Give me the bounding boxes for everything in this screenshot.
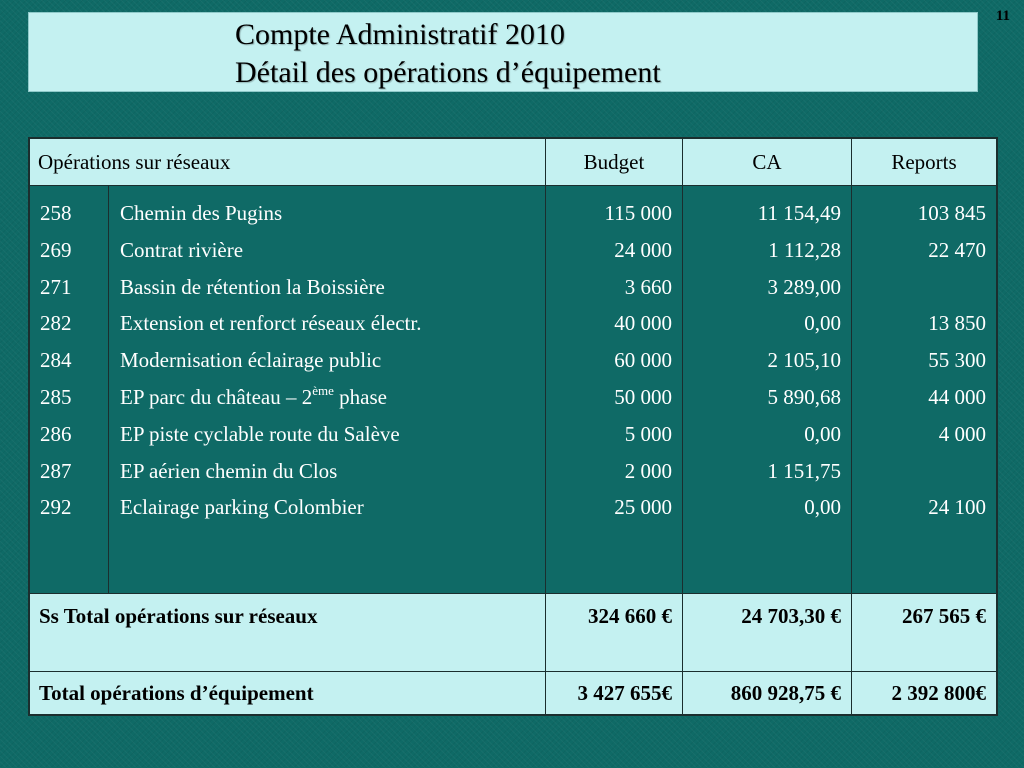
operation-number: 258 (40, 201, 72, 225)
ca-value: 2 105,10 (767, 348, 841, 373)
operation-number: 284 (40, 348, 72, 373)
header-ca: CA (752, 150, 782, 174)
ca-value: 11 154,49 (757, 201, 841, 225)
operation-label: Modernisation éclairage public (120, 348, 382, 373)
budget-value: 25 000 (614, 495, 672, 520)
operations-table (28, 137, 998, 716)
ca-value: 0,00 (804, 311, 841, 336)
subtotal-budget: 324 660 € (588, 604, 672, 628)
budget-value: 115 000 (604, 201, 672, 225)
subtotal-reports: 267 565 € (902, 604, 986, 628)
column-ca (683, 195, 841, 526)
column-reports (852, 195, 986, 526)
reports-value: 55 300 (928, 348, 986, 373)
ca-value: 5 890,68 (767, 384, 841, 409)
budget-value: 24 000 (614, 237, 672, 262)
operation-number: 269 (40, 237, 72, 262)
reports-value: 44 000 (928, 384, 986, 409)
subtotal-ca: 24 703,30 € (741, 604, 841, 628)
operation-number: 282 (40, 311, 72, 336)
title-line-2: Détail des opérations d’équipement (235, 56, 661, 89)
budget-value: 40 000 (614, 311, 672, 336)
reports-value: 22 470 (928, 237, 986, 262)
budget-value: 3 660 (624, 274, 672, 299)
grid-line (545, 139, 546, 714)
operation-number: 286 (40, 421, 72, 446)
operation-label: EP piste cyclable route du Salève (120, 421, 400, 446)
subtotal-label: Ss Total opérations sur réseaux (39, 604, 318, 628)
title-line-1: Compte Administratif 2010 (235, 18, 565, 51)
operation-label: EP parc du château – 2ème phase (120, 382, 387, 409)
page-number: 11 (995, 8, 1010, 24)
ca-value: 0,00 (804, 495, 841, 520)
operation-label: Eclairage parking Colombier (120, 495, 364, 520)
header-operations: Opérations sur réseaux (38, 150, 231, 174)
title-box (28, 12, 978, 92)
total-ca: 860 928,75 € (730, 681, 841, 705)
column-labels (120, 195, 421, 526)
ca-value: 0,00 (804, 421, 841, 446)
column-budget (546, 195, 672, 526)
budget-value: 2 000 (624, 458, 672, 483)
operation-number: 292 (40, 495, 72, 520)
reports-value: 103 845 (917, 201, 986, 225)
column-numbers (40, 195, 72, 526)
reports-value: 4 000 (938, 421, 986, 446)
reports-value (852, 269, 986, 306)
operation-number: 285 (40, 384, 72, 409)
budget-value: 50 000 (614, 384, 672, 409)
grid-line (108, 185, 109, 593)
operation-label: Extension et renforct réseaux électr. (120, 311, 422, 336)
total-budget: 3 427 655€ (577, 681, 672, 705)
operation-number: 287 (40, 458, 72, 483)
operation-label: EP aérien chemin du Clos (120, 458, 338, 483)
grid-line (682, 139, 683, 714)
header-budget: Budget (583, 150, 645, 174)
ca-value: 3 289,00 (767, 274, 841, 299)
reports-value: 24 100 (928, 495, 986, 520)
header-reports: Reports (891, 150, 957, 174)
total-reports: 2 392 800€ (891, 681, 986, 705)
reports-value: 13 850 (928, 311, 986, 336)
ca-value: 1 151,75 (767, 458, 841, 483)
operation-label: Chemin des Pugins (120, 201, 283, 225)
operation-number: 271 (40, 274, 72, 299)
operation-label: Contrat rivière (120, 237, 244, 262)
ca-value: 1 112,28 (768, 237, 841, 262)
grid-line (851, 139, 852, 714)
budget-value: 5 000 (624, 421, 672, 446)
operation-label: Bassin de rétention la Boissière (120, 274, 385, 299)
budget-value: 60 000 (614, 348, 672, 373)
reports-value (852, 453, 986, 490)
total-label: Total opérations d’équipement (39, 681, 314, 705)
